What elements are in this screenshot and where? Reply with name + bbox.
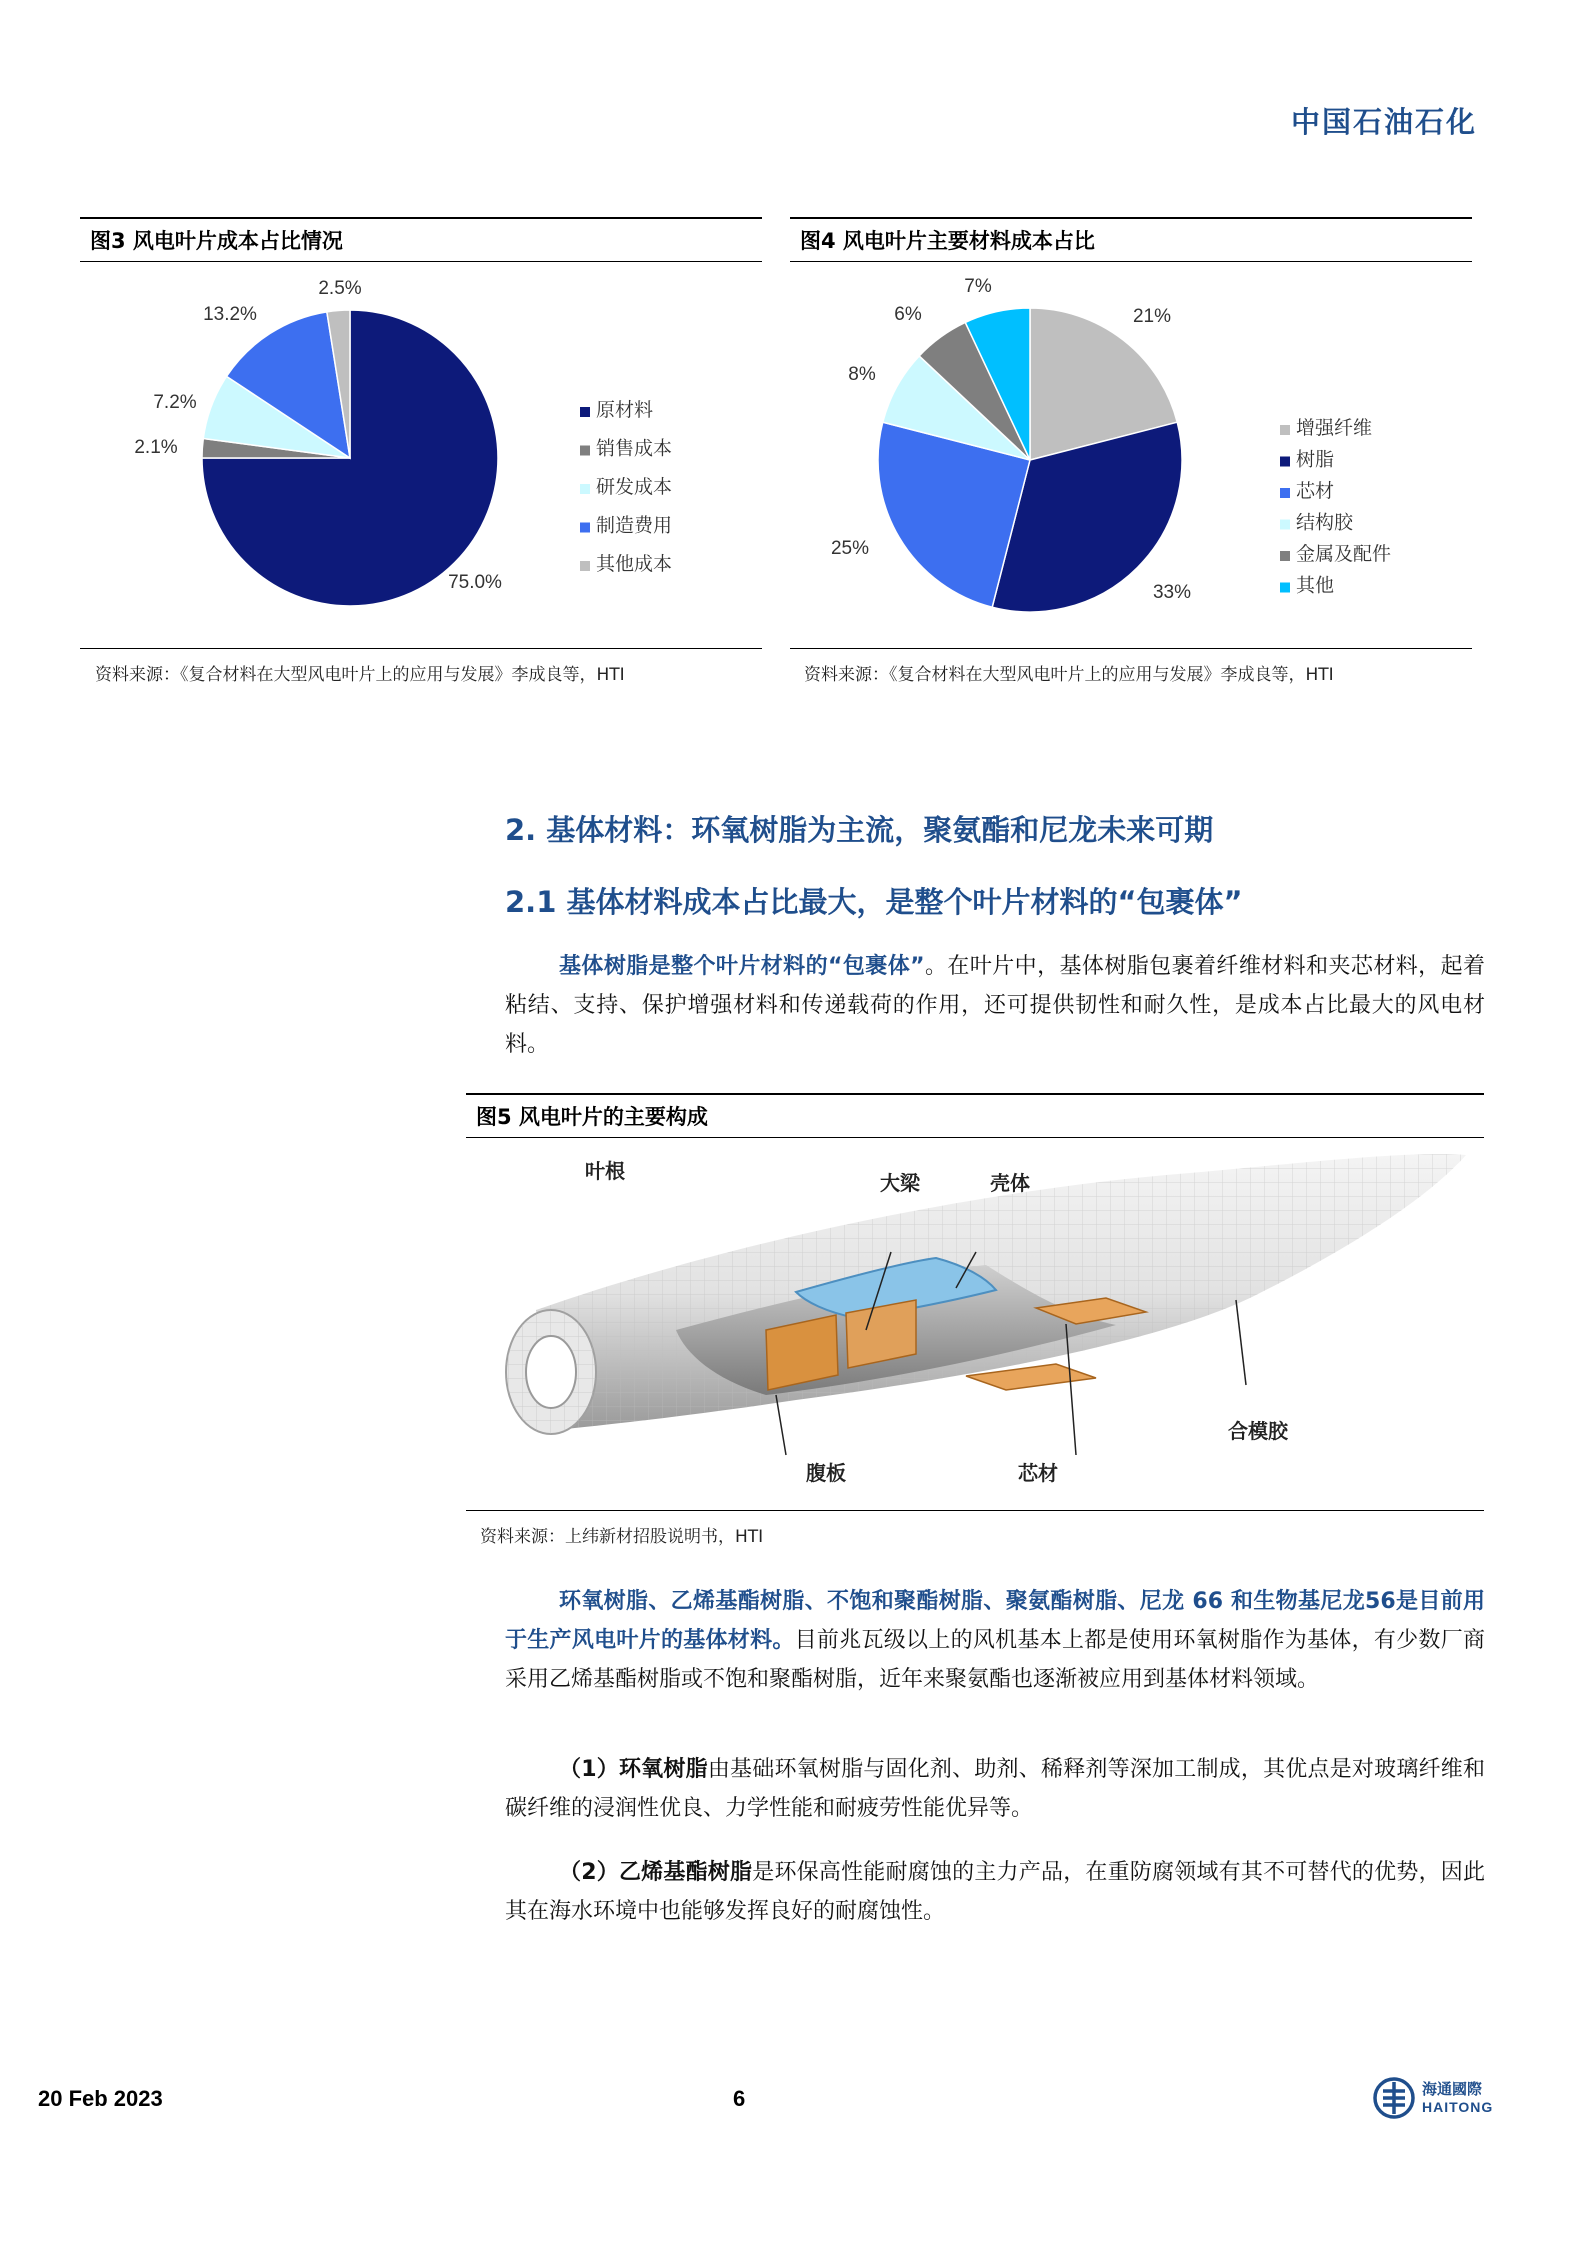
fig4-legend-swatch-5 xyxy=(1280,583,1290,593)
footer-date: 20 Feb 2023 xyxy=(38,2086,163,2111)
fig3-legend-swatch-1 xyxy=(580,446,590,456)
paragraph-3-text: 由基础环氧树脂与固化剂、助剂、稀释剂等深加工制成，其优点是对玻璃纤维和碳纤维的浸润性优良、力学性能和耐疲劳性能优异等。 xyxy=(505,1757,1485,1821)
figure5-title: 图5 风电叶片的主要构成 xyxy=(466,1093,1484,1138)
fig3-legend-label-2: 研发成本 xyxy=(596,476,673,498)
haitong-logo-icon xyxy=(1372,2076,1416,2120)
fig3-legend-swatch-4 xyxy=(580,561,590,571)
paragraph-2 xyxy=(505,1582,1485,1699)
paragraph-2-bold: 环氧树脂、乙烯基酯树脂、不饱和聚酯树脂、聚氨酯树脂、尼龙 66 和生物基尼龙56是目前用于生产风电叶片的基体材料。 xyxy=(505,1589,1485,1653)
subsection-heading: 2.1 基体材料成本占比最大，是整个叶片材料的“包裹体” xyxy=(505,885,1243,919)
fig3-label-2: 7.2% xyxy=(153,392,197,413)
paragraph-2-text: 目前兆瓦级以上的风机基本上都是使用环氧树脂作为基体，有少数厂商采用乙烯基酯树脂或不饱和聚酯树脂，近年来聚氨酯也逐渐被应用到基体材料领域。 xyxy=(505,1628,1485,1692)
paragraph-3 xyxy=(505,1750,1485,1828)
paragraph-4 xyxy=(505,1853,1485,1931)
fig3-legend-swatch-3 xyxy=(580,523,590,533)
logo-en-text: HAITONG xyxy=(1422,2099,1494,2115)
label-core: 芯材 xyxy=(1018,1461,1058,1485)
header-company: 中国石油石化 xyxy=(1290,105,1477,139)
fig4-legend-swatch-3 xyxy=(1280,520,1290,530)
fig3-legend-label-1: 销售成本 xyxy=(596,437,673,460)
fig4-label-2: 25% xyxy=(830,538,870,559)
paragraph-3-bold: 环氧树脂 xyxy=(618,1757,708,1782)
logo-cn-text: 海通國際 xyxy=(1422,2080,1483,2098)
fig4-legend-label-4: 金属及配件 xyxy=(1296,543,1392,565)
fig4-legend-label-2: 芯材 xyxy=(1296,480,1335,502)
section-heading: 2. 基体材料：环氧树脂为主流，聚氨酯和尼龙未来可期 xyxy=(505,813,1214,847)
fig4-legend-label-1: 树脂 xyxy=(1296,448,1335,471)
figure4-chart xyxy=(790,262,1472,647)
fig4-legend-swatch-4 xyxy=(1280,551,1290,561)
fig3-label-4: 2.5% xyxy=(318,278,362,299)
label-adhesive: 合模胶 xyxy=(1228,1419,1288,1443)
figure4-title: 图4 风电叶片主要材料成本占比 xyxy=(790,217,1472,262)
fig4-legend-swatch-0 xyxy=(1280,425,1290,435)
fig4-label-0: 21% xyxy=(1132,306,1172,327)
figure5-source: 资料来源：上纬新材招股说明书，HTI xyxy=(480,1527,764,1547)
fig3-legend-label-0: 原材料 xyxy=(596,399,654,421)
figure3-chart xyxy=(80,262,762,647)
fig4-legend-label-5: 其他 xyxy=(1296,574,1335,597)
figure5-blade-diagram xyxy=(466,1140,1484,1510)
fig4-legend-swatch-2 xyxy=(1280,488,1290,498)
paragraph-1 xyxy=(505,947,1485,1064)
fig3-legend-label-4: 其他成本 xyxy=(596,553,673,575)
fig3-label-1: 2.1% xyxy=(134,437,178,458)
paragraph-4-text: 是环保高性能耐腐蚀的主力产品，在重防腐领域有其不可替代的优势，因此其在海水环境中也能够发挥良好的耐腐蚀性。 xyxy=(505,1860,1485,1924)
figure3-title: 图3 风电叶片成本占比情况 xyxy=(80,217,762,262)
figure4-source: 资料来源：《复合材料在大型风电叶片上的应用与发展》李成良等，HTI xyxy=(804,665,1334,685)
figure3-divider xyxy=(80,648,762,649)
label-root: 叶根 xyxy=(585,1159,625,1183)
fig3-legend-swatch-0 xyxy=(580,407,590,417)
paragraph-4-prefix: （2） xyxy=(559,1860,619,1885)
fig4-label-3: 8% xyxy=(848,364,876,385)
fig3-legend-label-3: 制造费用 xyxy=(596,514,673,537)
label-shell: 壳体 xyxy=(990,1171,1030,1195)
figure3-source: 资料来源：《复合材料在大型风电叶片上的应用与发展》李成良等，HTI xyxy=(95,665,625,685)
label-web: 腹板 xyxy=(806,1461,846,1485)
paragraph-1-bold: 基体树脂是整个叶片材料的“包裹体” xyxy=(559,954,925,979)
page-number: 6 xyxy=(733,2086,746,2111)
figure4-divider xyxy=(790,648,1472,649)
fig3-label-0: 75.0% xyxy=(448,572,502,593)
paragraph-4-bold: 乙烯基酯树脂 xyxy=(618,1860,753,1885)
paragraph-1-text: 。在叶片中，基体树脂包裹着纤维材料和夹芯材料，起着粘结、支持、保护增强材料和传递载荷的作用，还可提供韧性和耐久性，是成本占比最大的风电材料。 xyxy=(505,954,1485,1057)
figure5-divider xyxy=(466,1510,1484,1511)
paragraph-3-prefix: （1） xyxy=(559,1757,619,1782)
fig4-legend-label-3: 结构胶 xyxy=(1296,511,1354,534)
fig4-legend-label-0: 增强纤维 xyxy=(1296,417,1373,439)
fig4-label-5: 7% xyxy=(964,276,992,297)
haitong-logo xyxy=(1372,2076,1493,2120)
fig4-label-4: 6% xyxy=(894,304,922,325)
fig3-legend-swatch-2 xyxy=(580,484,590,494)
fig4-legend-swatch-1 xyxy=(1280,457,1290,467)
label-spar: 大梁 xyxy=(880,1171,920,1195)
fig3-label-3: 13.2% xyxy=(203,304,257,325)
fig4-label-1: 33% xyxy=(1152,582,1192,603)
